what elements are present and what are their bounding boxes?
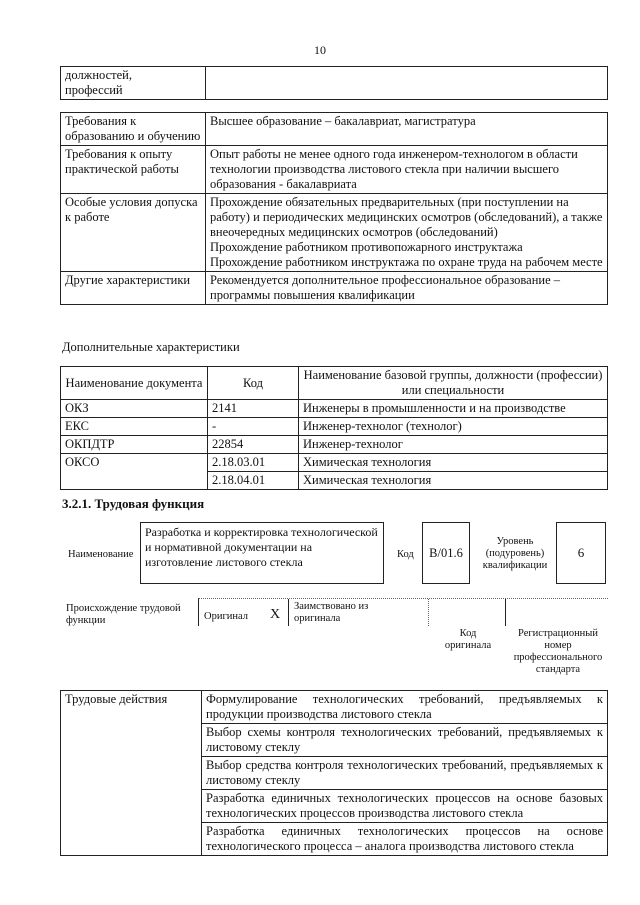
origin-reg-caption: Регистрационный номер профессионального стандарта (513, 628, 603, 675)
cell-name: Химическая технология (299, 454, 608, 472)
action-item (202, 790, 608, 823)
cell-doc: ЕКС (61, 418, 208, 436)
cell-code: - (208, 418, 299, 436)
origin-divider (428, 599, 429, 626)
row-label-special: Особые условия допуска к работе (61, 194, 206, 272)
function-name-value: Разработка и корректировка технологической и нормативной документации на изготовление листового стекла (140, 522, 384, 584)
action-item-text: Формулирование технологических требований, предъявляемых к продукции производства листового стекла (206, 692, 603, 721)
origin-divider (288, 599, 289, 626)
cell-code: 2141 (208, 400, 299, 418)
header-document: Наименование документа (61, 367, 208, 400)
cell-doc: ОКЗ (61, 400, 208, 418)
row-label-education: Требования к образованию и обучению (61, 113, 206, 146)
origin-original: Оригинал (204, 611, 248, 622)
action-item (202, 757, 608, 790)
action-item-text: Выбор средства контроля технологических требований, предъявляемых к листовому стеклу (206, 758, 603, 787)
cell-name: Инженер-технолог (технолог) (299, 418, 608, 436)
labor-actions-table (60, 690, 608, 856)
cell-code: 2.18.03.01 (208, 454, 299, 472)
row-label-experience: Требования к опыту практической работы (61, 146, 206, 194)
cell-code: 2.18.04.01 (208, 472, 299, 490)
header-name: Наименование базовой группы, должности (профессии) или специальности (299, 367, 608, 400)
cell-name: Инженер-технолог (299, 436, 608, 454)
table-row (61, 691, 608, 724)
table-header-row (61, 367, 608, 400)
function-name-label: Наименование (68, 549, 134, 560)
row-value-other: Рекомендуется дополнительное профессиональное образование – программы повышения квалификации (206, 272, 608, 305)
table-row (61, 146, 608, 194)
origin-label: Происхождение трудовой функции (66, 603, 181, 626)
actions-label: Трудовые действия (61, 691, 202, 856)
action-item-text: Разработка единичных технологических процессов на основе базовых технологических процессов производства листового стекла (206, 791, 603, 820)
table-row (61, 418, 608, 436)
table-row (61, 194, 608, 272)
table-row (61, 400, 608, 418)
qualification-level-label: Уровень (подуровень) квалификации (482, 536, 548, 571)
table-row (61, 436, 608, 454)
row-value-education: Высшее образование – бакалавриат, магистратура (206, 113, 608, 146)
action-item-text: Разработка единичных технологических процессов на основе технологического процесса – аналога производства листового стекла (206, 824, 603, 853)
table-row (61, 113, 608, 146)
action-item-text: Выбор схемы контроля технологических требований, предъявляемых к листовому стеклу (206, 725, 603, 754)
cell-code: 22854 (208, 436, 299, 454)
table-row (61, 272, 608, 305)
section-title: 3.2.1. Трудовая функция (62, 496, 205, 511)
action-item (202, 724, 608, 757)
cell-doc: ОКСО (61, 454, 208, 490)
origin-code-caption: Код оригинала (444, 628, 492, 651)
origin-mark: X (270, 607, 281, 622)
table-row (61, 454, 608, 472)
row-value-experience: Опыт работы не менее одного года инженером-технологом в области технологии производства листового стекла при наличии высшего образования - бакалавриата (206, 146, 608, 194)
requirements-table (60, 112, 608, 305)
origin-row (198, 598, 608, 626)
continuation-table (60, 66, 608, 100)
row-value-special: Прохождение обязательных предварительных (при поступлении на работу) и периодических медицинских осмотров (обследований), а также внеочередных медицинских осмотров (обследований) Прохождение работником противопожарного инструктажа Прохождение работником инструктажа по охране труда на рабочем месте (206, 194, 608, 272)
continuation-label: должностей, профессий (61, 67, 206, 100)
cell-doc: ОКПДТР (61, 436, 208, 454)
header-code: Код (208, 367, 299, 400)
additional-table (60, 366, 608, 490)
continuation-value (206, 67, 608, 100)
cell-name: Химическая технология (299, 472, 608, 490)
additional-title: Дополнительные характеристики (62, 340, 240, 354)
qualification-level-value: 6 (556, 522, 606, 584)
function-code-label: Код (397, 549, 414, 560)
origin-divider (505, 599, 506, 626)
cell-name: Инженеры в промышленности и на производстве (299, 400, 608, 418)
function-code-value: B/01.6 (422, 522, 470, 584)
row-label-other: Другие характеристики (61, 272, 206, 305)
action-item (202, 691, 608, 724)
page-number: 10 (314, 43, 326, 57)
action-item (202, 823, 608, 856)
origin-borrowed: Заимствовано из оригинала (294, 601, 369, 624)
